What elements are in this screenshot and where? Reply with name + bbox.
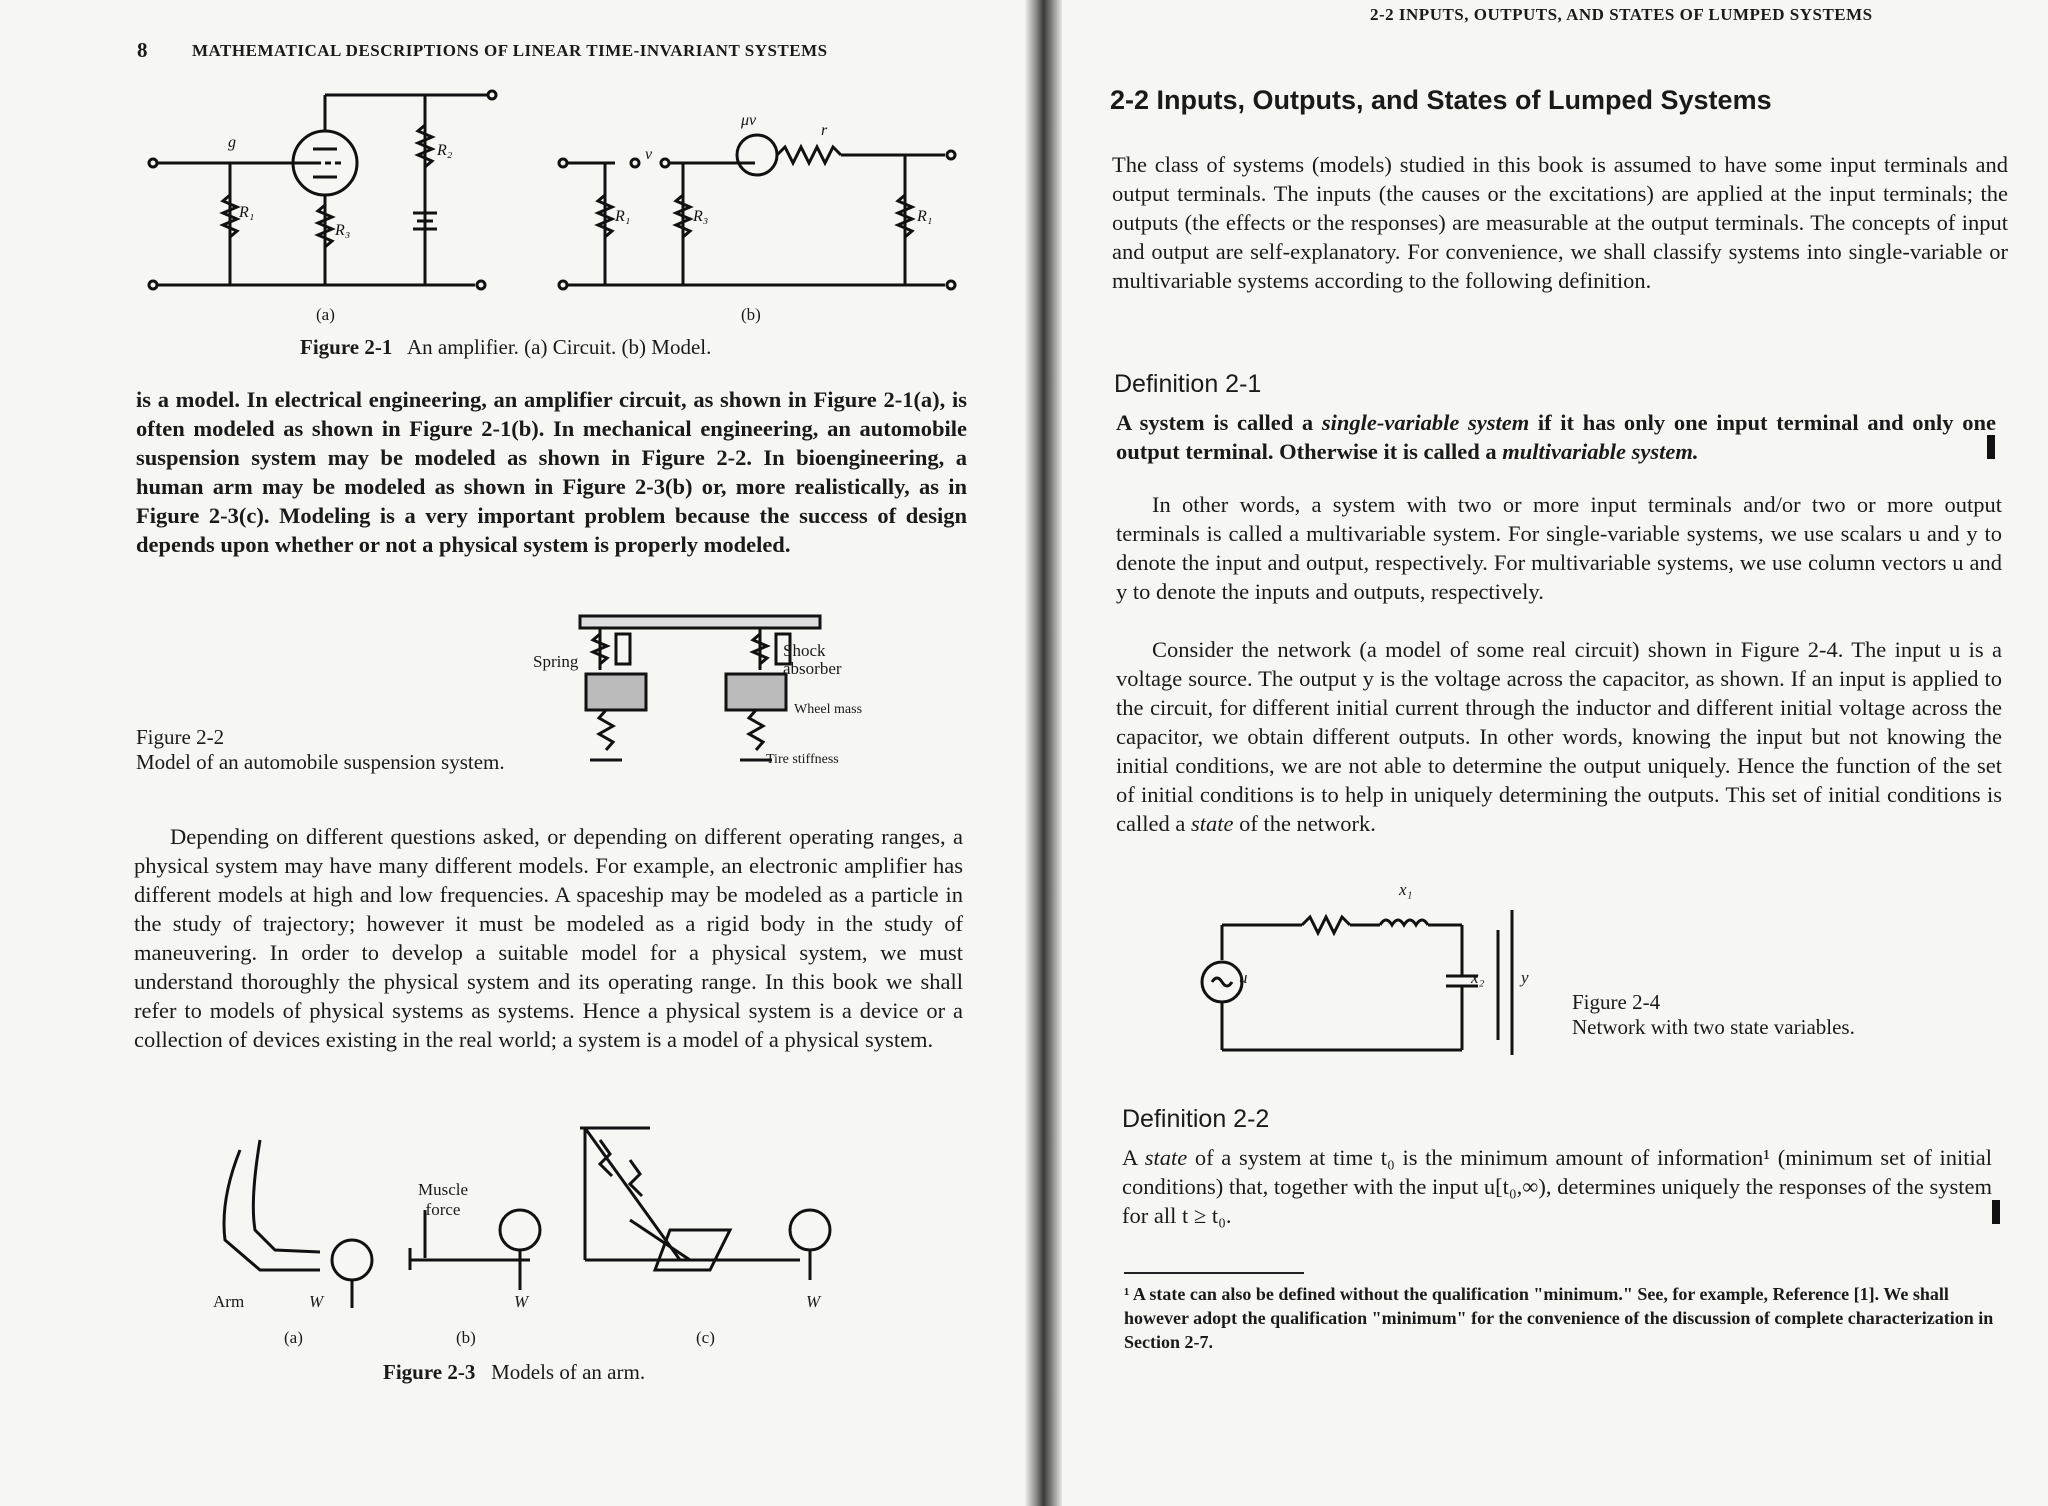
label-wheel-mass: Wheel mass <box>794 702 863 717</box>
figure-2-4-diagram <box>1162 880 1582 1060</box>
label-y: y <box>1521 968 1529 987</box>
paragraph-modeling: is a model. In electrical engineering, an amplifier circuit, as shown in Figure 2-1(a), is often modeled as shown in Figure 2-1(b). In mechanical engineering, an automobile suspension system may be modeled as shown in Figure 2-2. In bioengineering, a human arm may be modeled as shown in Figure 2-3(b) or, more realistically, as in Figure 2-3(c). Modeling is a very important problem because the success of design depends upon whether or not a physical system is properly modeled. <box>136 387 967 557</box>
figure-2-3-sub-c: (c) <box>696 1328 715 1347</box>
label-x2: x₂ <box>1471 968 1485 987</box>
figure-2-3-label: Figure 2-3 <box>383 1360 476 1384</box>
paragraph-models: Depending on different questions asked, or depending on different operating ranges, a physical system may have many different models. For example, an electronic amplifier has different models at high and low frequencies. A spaceship may be modeled as a particle in the study of trajectory; however it must be modeled as a rigid body in the study of maneuvering. In order to develop a suitable model for a physical system, we must understand thoroughly the physical system and its operating range. In this book we shall refer to models of physical systems as systems. Hence a physical system is a device or a collection of devices existing in the real world; a system is a model of a physical system. <box>134 824 963 1052</box>
figure-2-4-caption-text: Network with two state variables. <box>1572 1015 1855 1039</box>
figure-2-1-caption-text: An amplifier. (a) Circuit. (b) Model. <box>406 335 712 359</box>
figure-2-2-caption-text: Model of an automobile suspension system. <box>136 750 505 774</box>
figure-2-2-caption <box>136 725 516 775</box>
label-w-c: W <box>806 1292 821 1311</box>
label-rl: R₁ <box>917 208 933 225</box>
label-muvg: μv <box>741 112 757 129</box>
label-u: u <box>1239 968 1248 987</box>
figure-2-2-label: Figure 2-2 <box>136 725 225 749</box>
label-tire-stiffness: Tire stiffness <box>766 752 839 767</box>
paragraph-state <box>1116 635 2002 838</box>
para-b-text-c: of the network. <box>1233 811 1376 836</box>
paragraph-multivariable: In other words, a system with two or more input terminals and/or two or more output terminals is called a multivariable system. For single-variable systems, we use scalars u and y to denote the input and output, respectively. For multivariable systems, we use column vectors u and y to denote the inputs and outputs, respectively. <box>1116 492 2002 604</box>
def1-emphasis-1: single-variable system <box>1321 410 1530 435</box>
para-b-emphasis: state <box>1190 811 1234 836</box>
end-of-definition-mark-2 <box>1992 1200 2000 1224</box>
label-w-b: W <box>514 1292 529 1311</box>
label-w-a: W <box>309 1292 324 1311</box>
right-running-head: 2-2 INPUTS, OUTPUTS, AND STATES OF LUMPED SYSTEMS <box>1370 5 1873 24</box>
def1-text-b: if it has only one input terminal and only one output terminal. Otherwise it is called a <box>1116 410 1996 464</box>
section-title: 2-2 Inputs, Outputs, and States of Lumped Systems <box>1110 85 1772 115</box>
right-page <box>1062 0 2048 1506</box>
label-muscle-force: Muscle force <box>417 1180 469 1219</box>
figure-2-4-caption <box>1572 990 1855 1040</box>
label-x1: x₁ <box>1399 880 1413 899</box>
footnote: ¹ A state can also be defined without the qualification "minimum." See, for example, Reference [1]. We shall however adopt the qualification "minimum" for the convenience of the discussion of complete characterization in Section 2-7. <box>1124 1284 1994 1352</box>
figure-2-1-diagram <box>145 85 965 300</box>
label-vg: v <box>645 146 653 163</box>
end-of-definition-mark <box>1987 435 1995 459</box>
page-number: 8 <box>137 38 148 62</box>
label-r1-b: R₁ <box>615 208 631 225</box>
figure-2-3-sub-b: (b) <box>456 1328 476 1347</box>
figure-2-4-label: Figure 2-4 <box>1572 990 1661 1014</box>
para-b-text-a: Consider the network (a model of some real circuit) shown in Figure 2-4. The input u is a voltage source. The output y is the voltage across the capacitor, as shown. If an input is applied to the circuit, for different initial current through the inductor and different initial voltage across the capacitor, we obtain different outputs. In other words, knowing the input but not knowing the initial conditions, we are not able to determine the output uniquely. Hence the function of the set of initial conditions is to help in uniquely determining the outputs. This set of initial conditions is called a <box>1116 637 2002 836</box>
paragraph-intro: The class of systems (models) studied in this book is assumed to have some input terminals and output terminals. The inputs (the causes or the excitations) are applied at the input terminals; the outputs (the effects or the responses) are measurable at the output terminals. The concepts of input and output are self-explanatory. For convenience, we shall classify systems into single-variable or multivariable systems according to the following definition. <box>1112 152 2008 293</box>
footnote-rule <box>1124 1272 1304 1274</box>
figure-2-3-caption-text: Models of an arm. <box>491 1360 646 1384</box>
def2-text-b: of a system at time t₀ is the minimum amount of information¹ (minimum set of initial conditions) that, together with the input u[t₀,∞), determines uniquely the responses of the system for all t ≥ t₀. <box>1122 1145 1992 1228</box>
running-head: MATHEMATICAL DESCRIPTIONS OF LINEAR TIME-INVARIANT SYSTEMS <box>192 41 828 60</box>
label-shock-absorber: Shock absorber <box>783 641 842 678</box>
label-arm: Arm <box>213 1292 245 1311</box>
figure-2-3-diagram <box>200 1120 900 1320</box>
figure-2-1-caption <box>300 335 711 360</box>
label-rp: r <box>821 122 828 139</box>
figure-2-3-sub-a: (a) <box>284 1328 303 1347</box>
figure-2-3-caption <box>383 1360 645 1385</box>
label-g: g <box>228 134 236 151</box>
definition-2-2-title: Definition 2-2 <box>1122 1105 1270 1133</box>
label-r1-a: R₁ <box>239 204 255 221</box>
def2-emphasis: state <box>1144 1145 1188 1170</box>
figure-2-1-sub-a: (a) <box>316 305 335 324</box>
def2-text-a: A <box>1122 1145 1145 1170</box>
label-r2: R₂ <box>437 142 453 159</box>
def1-emphasis-2: multivariable system. <box>1502 439 1699 464</box>
definition-2-2-text <box>1122 1143 1992 1230</box>
definition-2-1-text <box>1116 408 1996 466</box>
label-r3-a: R₃ <box>335 222 351 239</box>
figure-2-1-label: Figure 2-1 <box>300 335 393 359</box>
definition-2-1-title: Definition 2-1 <box>1114 370 1262 398</box>
label-spring: Spring <box>533 652 579 671</box>
label-r3-b: R₃ <box>693 208 709 225</box>
book-gutter <box>1025 0 1062 1506</box>
figure-2-1-sub-b: (b) <box>741 305 761 324</box>
def1-text-a: A system is called a <box>1116 410 1322 435</box>
